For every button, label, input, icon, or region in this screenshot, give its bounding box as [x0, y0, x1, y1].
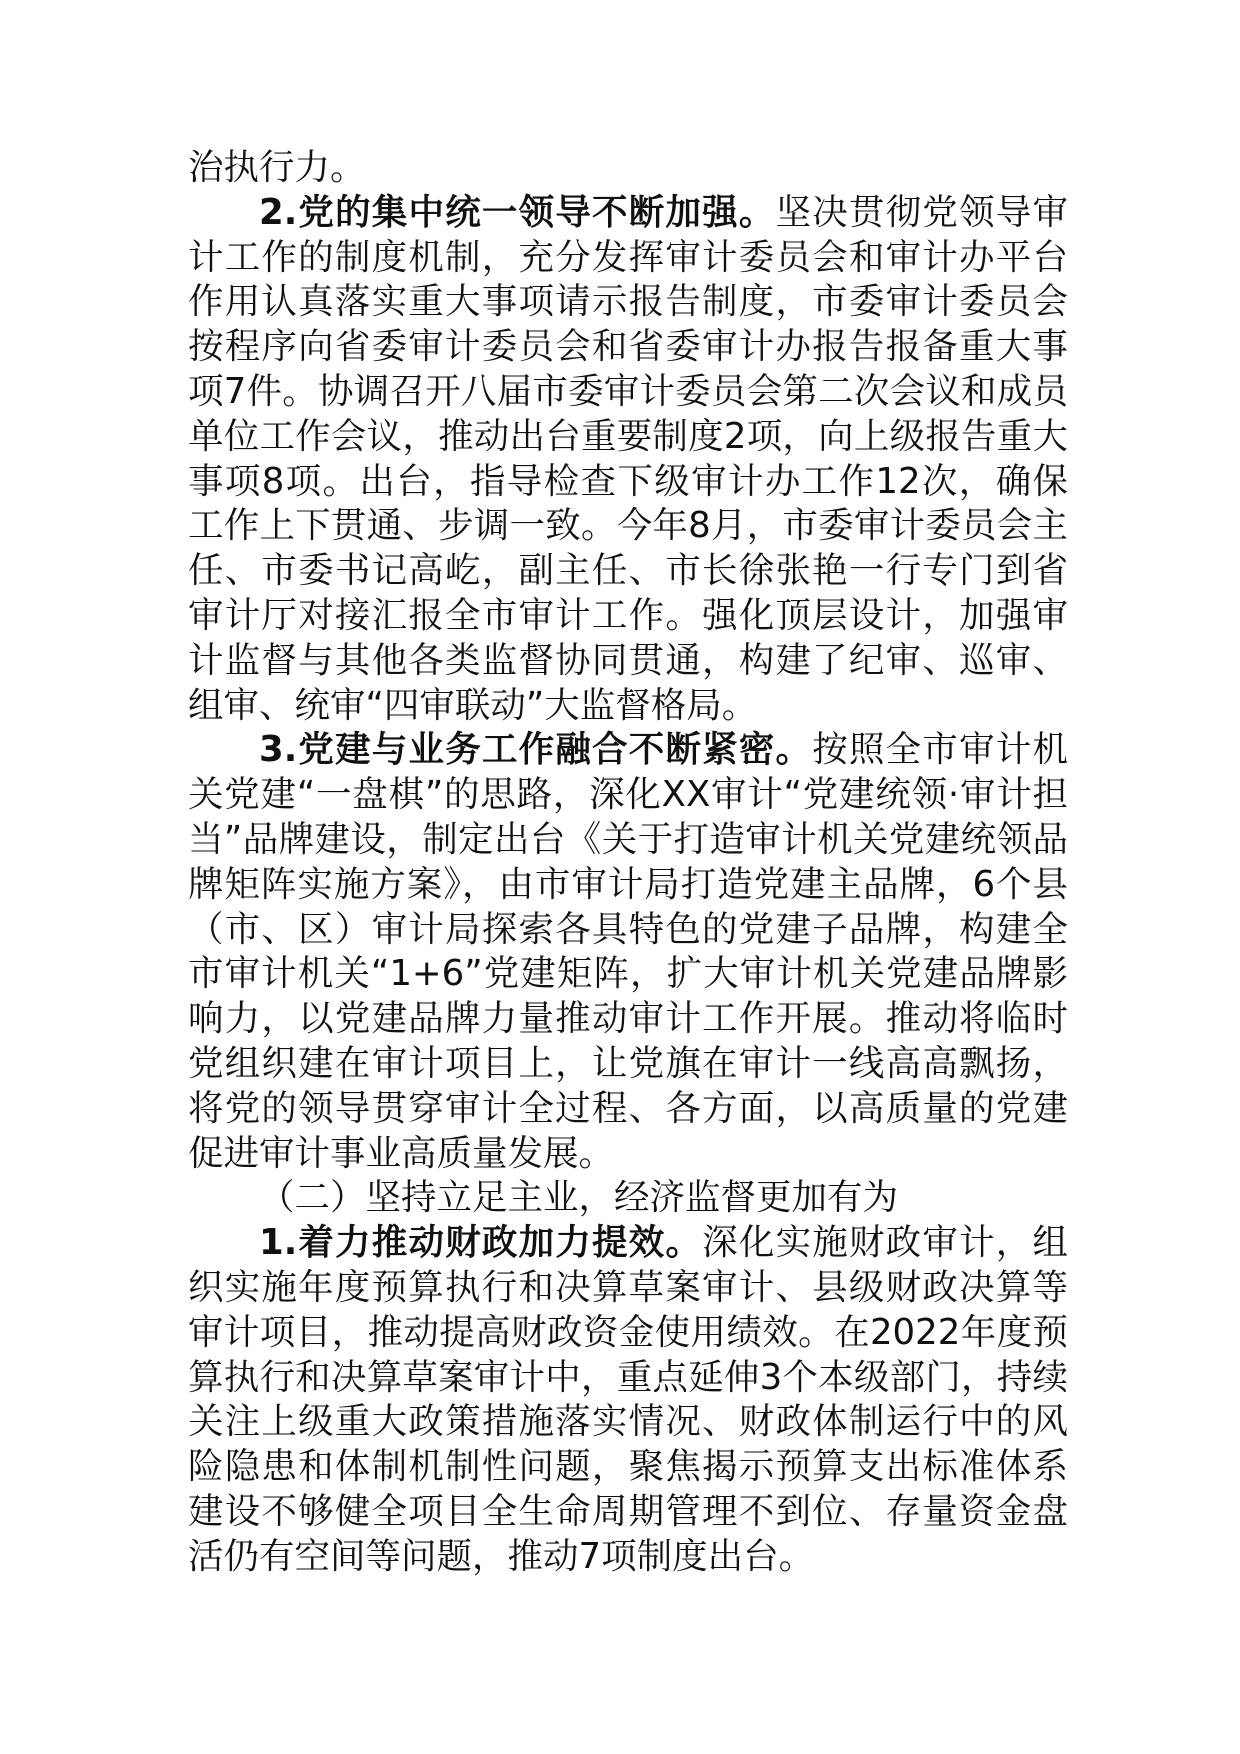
paragraph-party-leadership — [188, 191, 1068, 729]
paragraph-text: 按照全市审计机关党建“一盘棋”的思路，深化XX审计“党建统领·审计担当”品牌建设，制定出台《关于打造审计机关党建统领品牌矩阵实施方案》，由市审计局打造党建主品牌，6个县（市、区）审计局探索各具特色的党建子品牌，构建全市审计机关“1+6”党建矩阵，扩大审计机关党建品牌影响力，以党建品牌力量推动审计工作开展。推动将临时党组织建在审计项目上，让党旗在审计一线高高飘扬，将党的领导贯穿审计全过程、各方面，以高质量的党建促进审计事业高质量发展。 — [188, 729, 1068, 1174]
section-heading — [188, 1176, 1068, 1221]
paragraph-heading: 3.党建与业务工作融合不断紧密。 — [259, 729, 813, 771]
paragraph-text: 治执行力。 — [188, 147, 366, 188]
paragraph-heading: 2.党的集中统一领导不断加强。 — [259, 191, 776, 233]
paragraph-party-building — [188, 728, 1068, 1176]
paragraph-heading: 1.着力推动财政加力提效。 — [259, 1222, 703, 1264]
paragraph-fiscal-audit — [188, 1221, 1068, 1579]
paragraph-continuation — [188, 146, 1068, 191]
paragraph-text: 坚决贯彻党领导审计工作的制度机制，充分发挥审计委员会和审计办平台作用认真落实重大事项请示报告制度，市委审计委员会按程序向省委审计委员会和省委审计办报告报备重大事项7件。协调召开八届市委审计委员会第二次会议和成员单位工作会议，推动出台重要制度2项，向上级报告重大事项8项。出台，指导检查下级审计办工作12次，确保工作上下贯通、步调一致。今年8月，市委审计委员会主任、市委书记高屹，副主任、市长徐张艳一行专门到省审计厅对接汇报全市审计工作。强化顶层设计，加强审计监督与其他各类监督协同贯通，构建了纪审、巡审、组审、统审“四审联动”大监督格局。 — [188, 191, 1068, 726]
document-body — [188, 146, 1068, 1580]
paragraph-text: 深化实施财政审计，组织实施年度预算执行和决算草案审计、县级财政决算等审计项目，推动提高财政资金使用绩效。在2022年度预算执行和决算草案审计中，重点延伸3个本级部门，持续关注上级重大政策措施落实情况、财政体制运行中的风险隐患和体制机制性问题，聚焦揭示预算支出标准体系建设不够健全项目全生命周期管理不到位、存量资金盘活仍有空间等问题，推动7项制度出台。 — [188, 1222, 1068, 1577]
section-heading-text: （二）坚持立足主业，经济监督更加有为 — [259, 1177, 899, 1219]
